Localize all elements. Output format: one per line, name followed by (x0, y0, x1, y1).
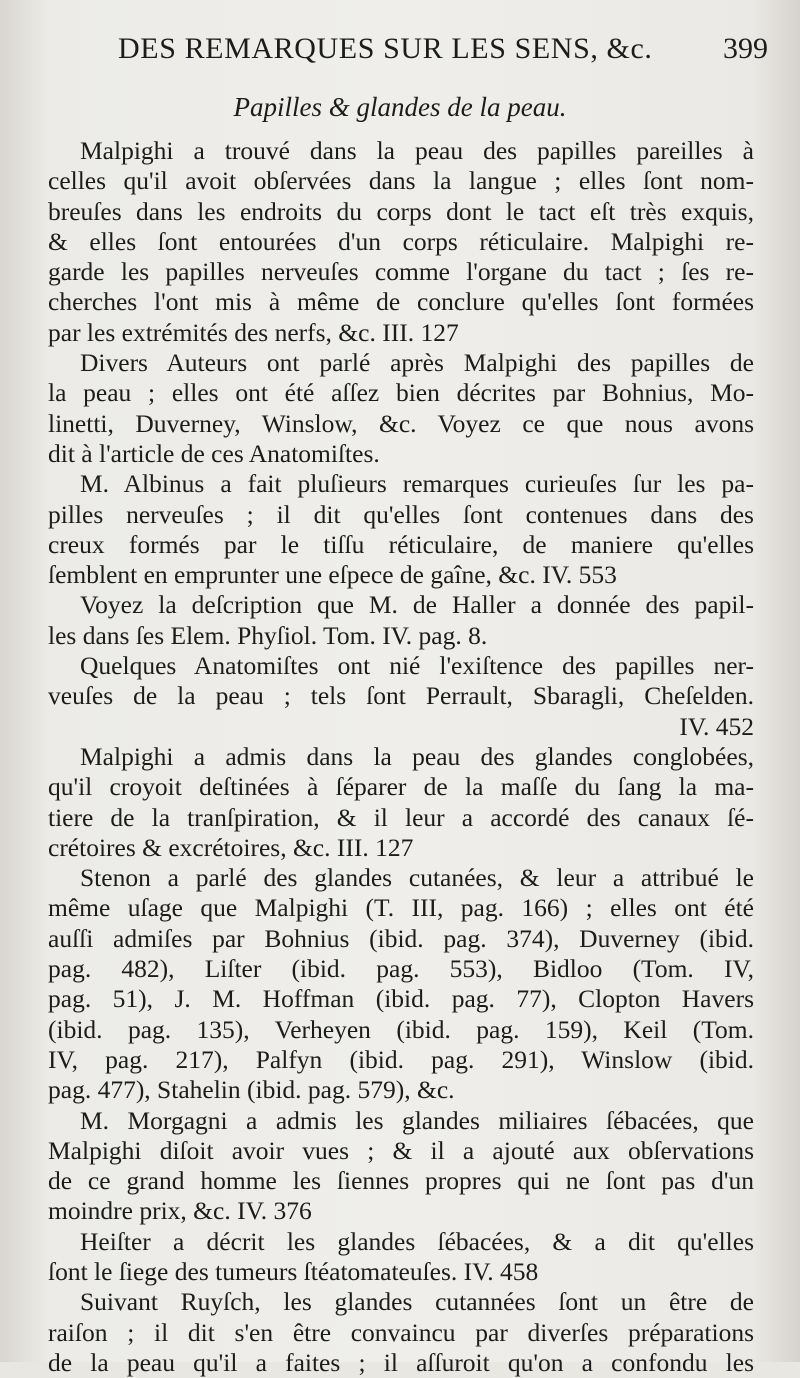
text-line: crétoires & excrétoires, &c. III. 127 (48, 832, 414, 862)
page-header (118, 32, 768, 72)
text-line: Malpighi diſoit avoir vues ; & il a ajouté aux obſervations (48, 1135, 754, 1165)
text-line: de la peau qu'il a faites ; il aſſuroit qu'on a confondu les (48, 1347, 754, 1377)
text-line: celles qu'il avoit obſervées dans la langue ; elles ſont nom- (48, 166, 754, 196)
text-line: moindre prix, &c. IV. 376 (48, 1196, 312, 1226)
text-line: Quelques Anatomiſtes ont nié l'exiſtence des papilles ner- (80, 651, 754, 681)
text-line: dit à l'article de ces Anatomiſtes. (48, 438, 380, 468)
paragraph (48, 742, 754, 863)
paragraph (48, 469, 754, 590)
text-line: pag. 477), Stahelin (ibid. pag. 579), &c. (48, 1075, 455, 1105)
text-line: creux formés par le tiſſu réticulaire, de maniere qu'elles (48, 529, 754, 559)
page-body (48, 136, 754, 1378)
text-line: Heiſter a décrit les glandes ſébacées, & a dit qu'elles (80, 1226, 754, 1256)
text-line: Stenon a parlé des glandes cutanées, & leur a attribué le (80, 863, 754, 893)
paragraph (48, 590, 754, 651)
text-line: raiſon ; il dit s'en être convaincu par diverſes préparations (48, 1317, 754, 1347)
text-line: IV, pag. 217), Palfyn (ibid. pag. 291), Winslow (ibid. (48, 1044, 754, 1074)
text-line: Malpighi a admis dans la peau des glandes conglobées, (80, 741, 754, 771)
text-line: qu'il croyoit deſtinées à ſéparer de la maſſe du ſang la ma- (48, 772, 754, 802)
text-line: auſſi admiſes par Bohnius (ibid. pag. 374), Duverney (ibid. (48, 923, 754, 953)
text-line: pag. 51), J. M. Hoffman (ibid. pag. 77), Clopton Havers (48, 984, 754, 1014)
paragraph (48, 863, 754, 1105)
section-title: Papilles & glandes de la peau. (233, 92, 567, 122)
text-line: pag. 482), Liſter (ibid. pag. 553), Bidloo (Tom. IV, (48, 954, 754, 984)
text-line: linetti, Duverney, Winslow, &c. Voyez ce que nous avons (48, 408, 754, 438)
text-line: de ce grand homme les ſiennes propres qui ne ſont pas d'un (48, 1166, 754, 1196)
paragraph (48, 348, 754, 469)
text-line: les dans ſes Elem. Phyſiol. Tom. IV. pag. 8. (48, 620, 488, 650)
page-number: 399 (723, 32, 768, 65)
text-line: breuſes dans les endroits du corps dont le tact eſt très exquis, (48, 196, 754, 226)
text-line: (ibid. pag. 135), Verheyen (ibid. pag. 159), Keil (Tom. (48, 1014, 754, 1044)
text-line: garde les papilles nerveuſes comme l'organe du tact ; ſes re- (48, 257, 754, 287)
text-line: M. Albinus a fait pluſieurs remarques curieuſes ſur les pa- (80, 469, 754, 499)
text-line: M. Morgagni a admis les glandes miliaires ſébacées, que (80, 1105, 754, 1135)
paragraph (48, 1106, 754, 1227)
text-line: Voyez la deſcription que M. de Haller a donnée des papil- (80, 590, 754, 620)
text-line: ſont le ſiege des tumeurs ſtéatomateuſes. IV. 458 (48, 1256, 539, 1286)
text-line: Malpighi a trouvé dans la peau des papilles pareilles à (80, 136, 754, 165)
text-line: Divers Auteurs ont parlé après Malpighi des papilles de (80, 348, 754, 378)
running-title: DES REMARQUES SUR LES SENS, &c. (118, 32, 653, 65)
text-line: tiere de la tranſpiration, & il leur a accordé des canaux ſé- (48, 802, 754, 832)
paragraph (48, 136, 754, 348)
text-line: Suivant Ruyſch, les glandes cutannées ſont un être de (80, 1287, 754, 1317)
paragraph (48, 1287, 754, 1378)
text-line: même uſage que Malpighi (T. III, pag. 166) ; elles ont été (48, 893, 754, 923)
reference-line: IV. 452 (679, 711, 754, 741)
text-line: ſemblent en emprunter une eſpece de gaîne, &c. IV. 553 (48, 560, 617, 590)
text-line: cherches l'ont mis à même de conclure qu'elles ſont formées (48, 287, 754, 317)
text-line: & elles ſont entourées d'un corps réticulaire. Malpighi re- (48, 226, 754, 256)
text-line: pilles nerveuſes ; il dit qu'elles ſont contenues dans des (48, 499, 754, 529)
text-line: veuſes de la peau ; tels ſont Perrault, Sbaragli, Cheſelden. (48, 681, 754, 711)
text-line: par les extrémités des nerfs, &c. III. 127 (48, 317, 459, 347)
paragraph (48, 1227, 754, 1288)
paragraph (48, 651, 754, 742)
text-line: la peau ; elles ont été aſſez bien décrites par Bohnius, Mo- (48, 378, 754, 408)
